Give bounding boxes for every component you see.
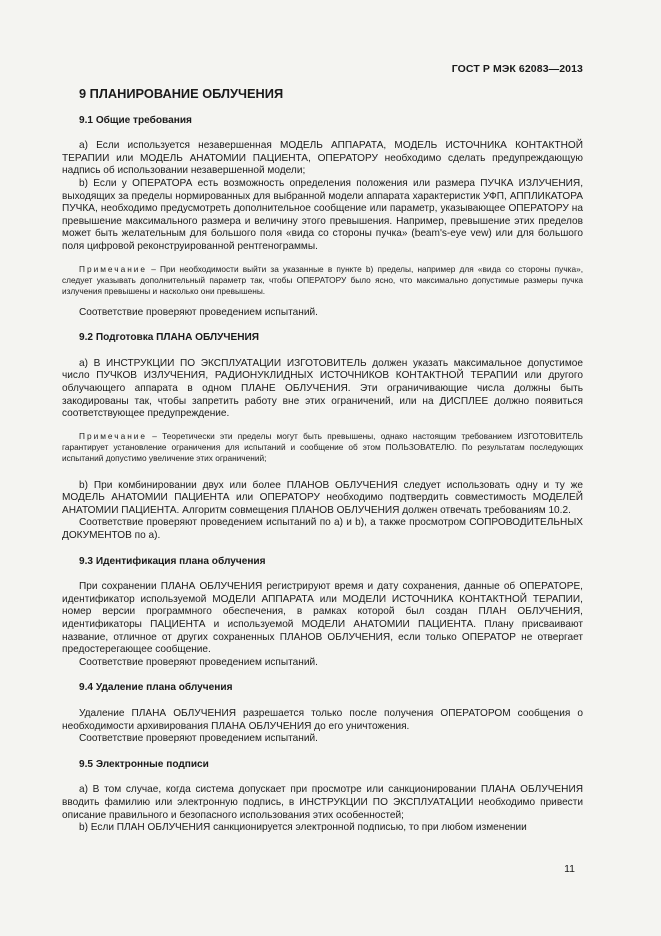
subsection-title-9-1: 9.1 Общие требования <box>79 114 192 126</box>
subsection-title-9-2: 9.2 Подготовка ПЛАНА ОБЛУЧЕНИЯ <box>79 332 260 344</box>
note-label: Примечание <box>79 430 148 441</box>
section-title: 9 ПЛАНИРОВАНИЕ ОБЛУЧЕНИЯ <box>79 86 284 101</box>
paragraph-9-5-b: b) Если ПЛАН ОБЛУЧЕНИЯ санкционируется электронной подписью, то при любом изменении <box>79 822 527 834</box>
compliance-9-3: Соответствие проверяют проведением испытаний. <box>79 656 318 668</box>
compliance-9-4: Соответствие проверяют проведением испытаний. <box>79 733 318 745</box>
page-number: 11 <box>564 863 575 875</box>
note-9-1 <box>62 264 583 297</box>
page-content <box>62 88 583 835</box>
standard-designation: ГОСТ Р МЭК 62083—2013 <box>451 63 583 75</box>
compliance-9-2: Соответствие проверяют проведением испытаний по а) и b), а также просмотром СОПРОВОДИТЕЛЬНЫХ ДОКУМЕНТОВ по а). <box>62 517 583 542</box>
paragraph-9-3: При сохранении ПЛАНА ОБЛУЧЕНИЯ регистрируют время и дату сохранения, данные об ОПЕРАТОРЕ, идентификатор используемой МОДЕЛИ АППАРАТА или МОДЕЛИ ИСТОЧНИКА КОНТАКТНОЙ ТЕРАПИИ, номер версии программного обеспечения, в рамках которой был создан ПЛАН ОБЛУЧЕНИЯ, идентификаторы ПАЦИЕНТА и используемой МОДЕЛИ АНАТОМИИ ПАЦИЕНТА. Плану присваивают название, отличное от других сохраненных ПЛАНОВ ОБЛУЧЕНИЯ, если только ОПЕРАТОР не отвергает предостерегающее сообщение. <box>62 581 583 656</box>
paragraph-9-1-b: b) Если у ОПЕРАТОРА есть возможность определения положения или размера ПУЧКА ИЗЛУЧЕНИЯ, выходящих за пределы нормированных для выбранной модели аппарата характеристик УФП, АППЛИКАТОРА ПУЧКА, необходимо предусмотреть дополнительное сообщение или параметр, указывающее ОПЕРАТОРУ на превышение максимального размера и величину этого превышения. Например, превышение этих пределов может быть желательным для большого поля «вида со стороны пучка» (beam's-eye vew) или для большого поля цифровой реконструированной рентгенограммы. <box>62 177 583 252</box>
note-text: – При необходимости выйти за указанные в пункте b) пределы, например для «вида со стороны пучка», следует указывать дополнительный параметр так, чтобы ОПЕРАТОРУ было ясно, что максимально допустимые размеры пучка излучения превышены и насколько они превышены. <box>62 263 583 296</box>
subsection-title-9-3: 9.3 Идентификация плана облучения <box>79 555 266 567</box>
note-label: Примечание <box>79 263 148 274</box>
note-text: – Теоретически эти пределы могут быть превышены, однако настоящим требованием ИЗГОТОВИТЕЛЬ гарантирует установление ограничения для испытаний и сообщение об этом ПОЛЬЗОВАТЕЛЮ. По результатам последующих испытаний допустимо увеличение этих ограничений; <box>62 430 583 463</box>
paragraph-9-2-b: b) При комбинировании двух или более ПЛАНОВ ОБЛУЧЕНИЯ следует использовать одну и ту же МОДЕЛЬ АНАТОМИИ ПАЦИЕНТА или ОПЕРАТОРУ необходимо подтвердить совместимость МОДЕЛЕЙ АНАТОМИИ ПАЦИЕНТА. Алгоритм совмещения ПЛАНОВ ОБЛУЧЕНИЯ должен отвечать требованиям 10.2. <box>62 479 583 516</box>
subsection-title-9-4: 9.4 Удаление плана облучения <box>79 682 233 694</box>
note-9-2 <box>62 431 583 464</box>
paragraph-9-4: Удаление ПЛАНА ОБЛУЧЕНИЯ разрешается только после получения ОПЕРАТОРОМ сообщения о необходимости архивирования ПЛАНА ОБЛУЧЕНИЯ до его уничтожения. <box>62 708 583 732</box>
subsection-title-9-5: 9.5 Электронные подписи <box>79 758 209 770</box>
paragraph-9-5-a: а) В том случае, когда система допускает при просмотре или санкционировании ПЛАНА ОБЛУЧЕНИЯ вводить фамилию или электронную подпись, в ИНСТРУКЦИИ ПО ЭКСПЛУАТАЦИИ необходимо привести описание правильного и безопасного использования этих особенностей; <box>62 784 583 821</box>
paragraph-9-2-a: а) В ИНСТРУКЦИИ ПО ЭКСПЛУАТАЦИИ ИЗГОТОВИТЕЛЬ должен указать максимальное допустимое число ПУЧКОВ ИЗЛУЧЕНИЯ, РАДИОНУКЛИДНЫХ ИСТОЧНИКОВ КОНТАКТНОЙ ТЕРАПИИ или другого облучающего аппарата в одном ПЛАНЕ ОБЛУЧЕНИЯ. Эти ограничивающие числа должны быть закодированы так, чтобы запретить работу вне этих ограничений, или на ДИСПЛЕЕ должно появиться соответствующее предупреждение. <box>62 357 583 420</box>
paragraph-9-1-a: а) Если используется незавершенная МОДЕЛЬ АППАРАТА, МОДЕЛЬ ИСТОЧНИКА КОНТАКТНОЙ ТЕРАПИИ или МОДЕЛЬ АНАТОМИИ ПАЦИЕНТА, ОПЕРАТОРУ необходимо сделать предупреждающую надпись об использовании незавершенной модели; <box>62 140 583 177</box>
compliance-9-1: Соответствие проверяют проведением испытаний. <box>79 306 318 318</box>
